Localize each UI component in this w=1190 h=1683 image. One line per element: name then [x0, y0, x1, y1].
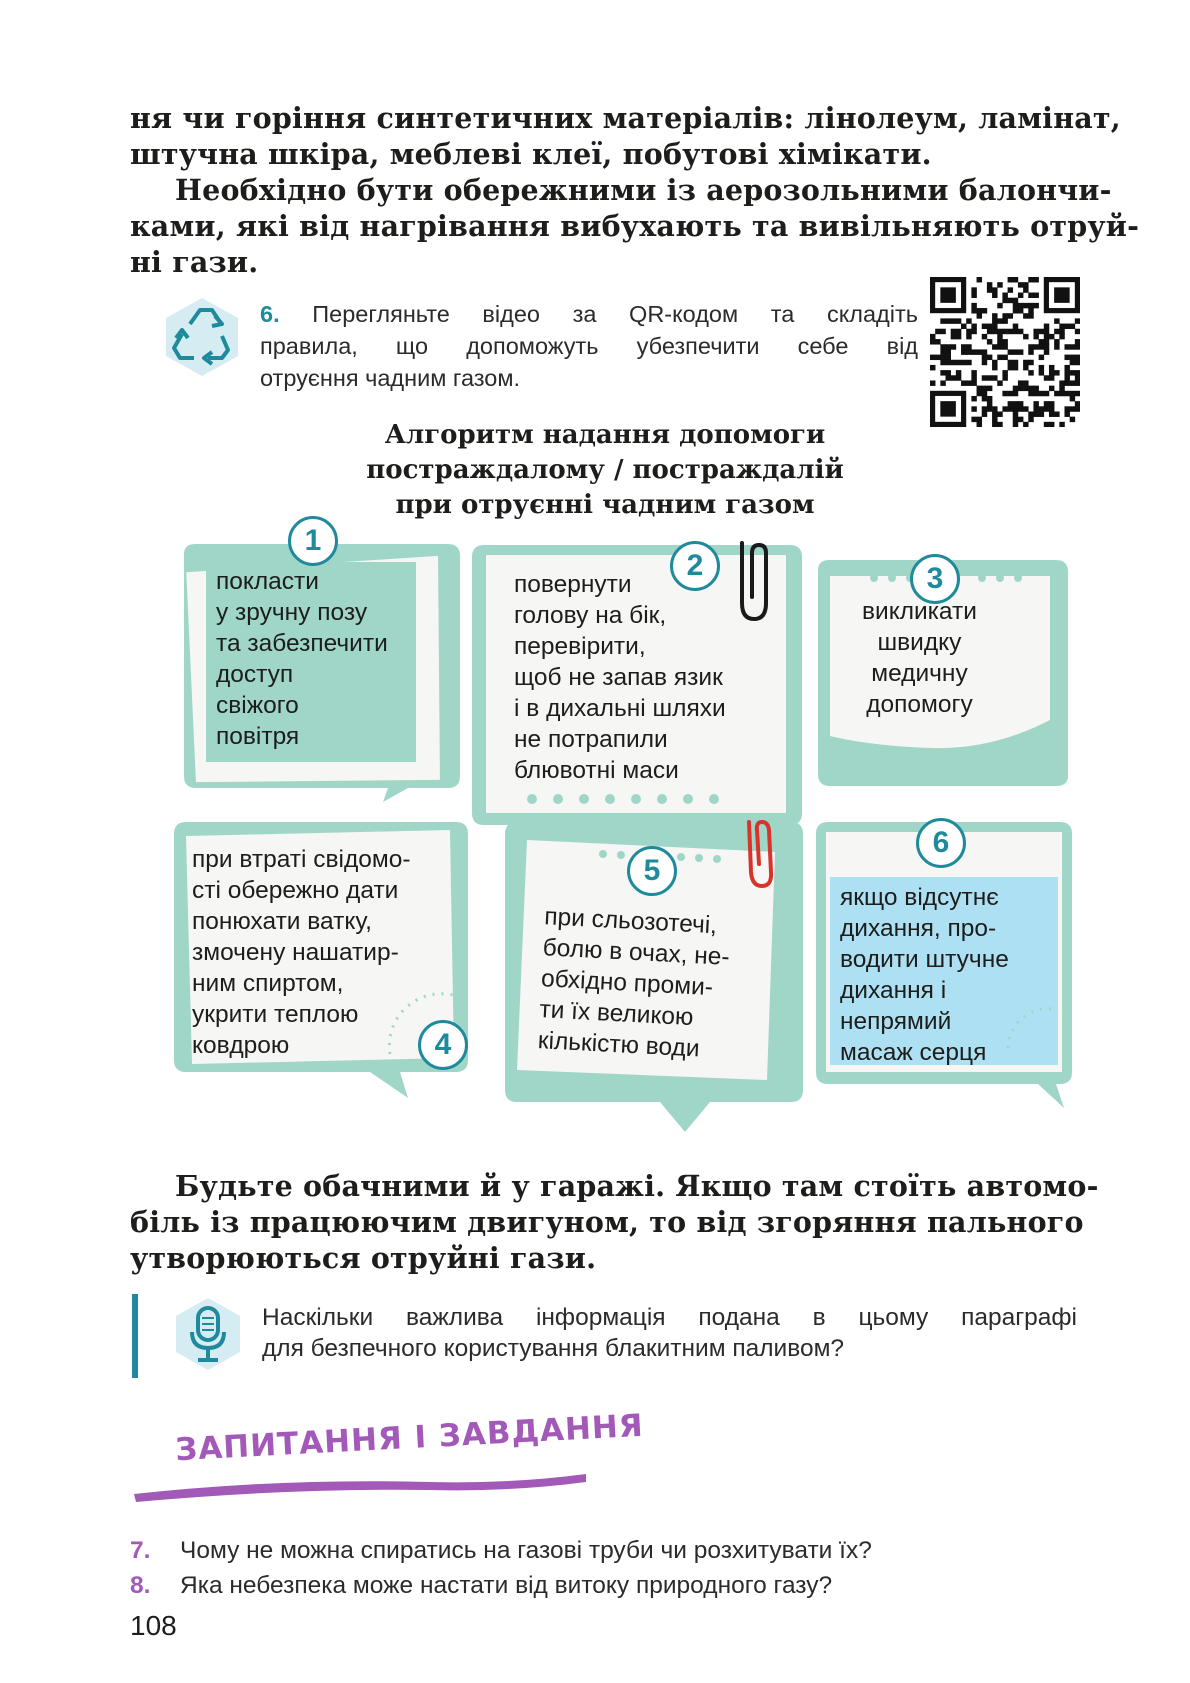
page-number: 108 [130, 1610, 177, 1641]
list-item [130, 1537, 872, 1565]
text-line: укрити теплою [192, 1001, 359, 1028]
text-line: та забезпечити [216, 630, 388, 657]
question-text: Яка небезпека може настати від витоку природного газу? [180, 1572, 833, 1599]
text-line: Наскільки важлива інформація подана в цьому параграфі [262, 1304, 1077, 1331]
text-line: ня чи горіння синтетичних матеріалів: лінолеум, ламінат, [130, 101, 1121, 135]
text-line: дихання, про- [840, 915, 997, 942]
step-card-1 [178, 524, 463, 805]
text-line: Перегляньте відео за QR-кодом та складіть [312, 301, 918, 327]
step-card-3 [812, 560, 1070, 790]
paperclip-icon [741, 816, 777, 896]
question-number: 8. [130, 1572, 151, 1599]
step-number-badge: 4 [418, 1020, 468, 1070]
reflection-question [262, 1302, 1077, 1364]
question-text: Чому не можна спиратись на газові труби чи розхитувати їх? [180, 1537, 872, 1564]
text-line: блювотні маси [514, 757, 679, 784]
step-text [862, 596, 977, 720]
text-line: Будьте обачними й у гаражі. Якщо там стоїть автомо- [175, 1169, 1099, 1203]
step-card-5 [505, 822, 803, 1142]
text-line: якщо відсутнє [840, 884, 999, 911]
brush-stroke-underline [130, 1470, 590, 1504]
text-line: швидку [877, 629, 962, 656]
text-line: правила, що допоможуть убезпечити себе від [260, 333, 918, 359]
text-line: біль із працюючим двигуном, то від згоряння пального [130, 1205, 1084, 1239]
text-line: Необхідно бути обережними із аерозольними балончи- [175, 173, 1112, 207]
step-card-6 [812, 822, 1074, 1112]
text-line: у зручну позу [216, 599, 368, 626]
step-number-badge: 3 [910, 554, 960, 604]
text-line: щоб не запав язик [514, 664, 723, 691]
text-line: для безпечного користування блакитним паливом? [262, 1335, 845, 1362]
text-line: масаж серця [840, 1039, 987, 1066]
paperclip-icon [732, 537, 772, 627]
step-text [514, 569, 726, 786]
paragraph-garage [130, 1168, 1099, 1276]
step-text [537, 901, 732, 1066]
text-line: повернути [514, 571, 632, 598]
task-6-text [260, 298, 918, 394]
step-number-badge: 6 [916, 818, 966, 868]
qr-code-icon[interactable] [930, 277, 1080, 427]
step-text [192, 844, 411, 1061]
microphone-icon [170, 1296, 246, 1372]
text-line: ками, які від нагрівання вибухають та вивільняють отруй- [130, 209, 1140, 243]
question-number: 7. [130, 1537, 151, 1564]
step-number-badge: 5 [627, 846, 677, 896]
text-line: штучна шкіра, меблеві клеї, побутові хімікати. [130, 137, 932, 171]
step-card-2 [472, 545, 802, 830]
text-line: ним спиртом, [192, 970, 344, 997]
list-item [130, 1572, 832, 1600]
text-line: обхідно проми- [540, 965, 714, 1002]
paragraph-intro [130, 100, 1140, 280]
text-line: ти їх великою [538, 996, 695, 1032]
text-line: болю в очах, не- [542, 934, 731, 971]
algorithm-title [300, 418, 910, 523]
step-card-4 [170, 822, 470, 1102]
text-line: голову на бік, [514, 602, 667, 629]
text-line: і в дихальні шляхи [514, 695, 726, 722]
step-text [840, 882, 1009, 1068]
text-line: допомогу [866, 691, 973, 718]
text-line: кількістю води [537, 1027, 701, 1063]
step-number-badge: 1 [288, 516, 338, 566]
step-number-badge: 2 [670, 541, 720, 591]
text-line: водити штучне [840, 946, 1009, 973]
text-line: непрямий [840, 1008, 952, 1035]
text-line: при сльозотечі, [543, 903, 718, 940]
text-line: не потрапили [514, 726, 668, 753]
text-line: свіжого [216, 692, 299, 719]
text-line: при втраті свідомо- [192, 846, 411, 873]
text-line: отруєння чадним газом. [260, 365, 521, 391]
text-line: ковдрою [192, 1032, 290, 1059]
text-line: медичну [871, 660, 968, 687]
step-text [216, 566, 388, 752]
text-line: повітря [216, 723, 300, 750]
title-line: Алгоритм надання допомоги [384, 420, 826, 450]
recycle-arrows-icon [160, 294, 244, 378]
text-line: дихання і [840, 977, 947, 1004]
text-line: перевірити, [514, 633, 646, 660]
text-line: понюхати ватку, [192, 908, 372, 935]
section-title: ЗАПИТАННЯ І ЗАВДАННЯ [174, 1407, 645, 1469]
text-line: змочену нашатир- [192, 939, 399, 966]
text-line: доступ [216, 661, 294, 688]
task-number: 6. [260, 301, 280, 327]
title-line: постраждалому / постраждалій [366, 455, 844, 485]
text-line: ні гази. [130, 245, 259, 279]
text-line: викликати [862, 598, 977, 625]
title-line: при отруєнні чадним газом [395, 490, 815, 520]
text-line: покласти [216, 568, 319, 595]
question-accent-bar [132, 1294, 138, 1378]
text-line: утворюються отруйні гази. [130, 1241, 597, 1275]
text-line: сті обережно дати [192, 877, 399, 904]
